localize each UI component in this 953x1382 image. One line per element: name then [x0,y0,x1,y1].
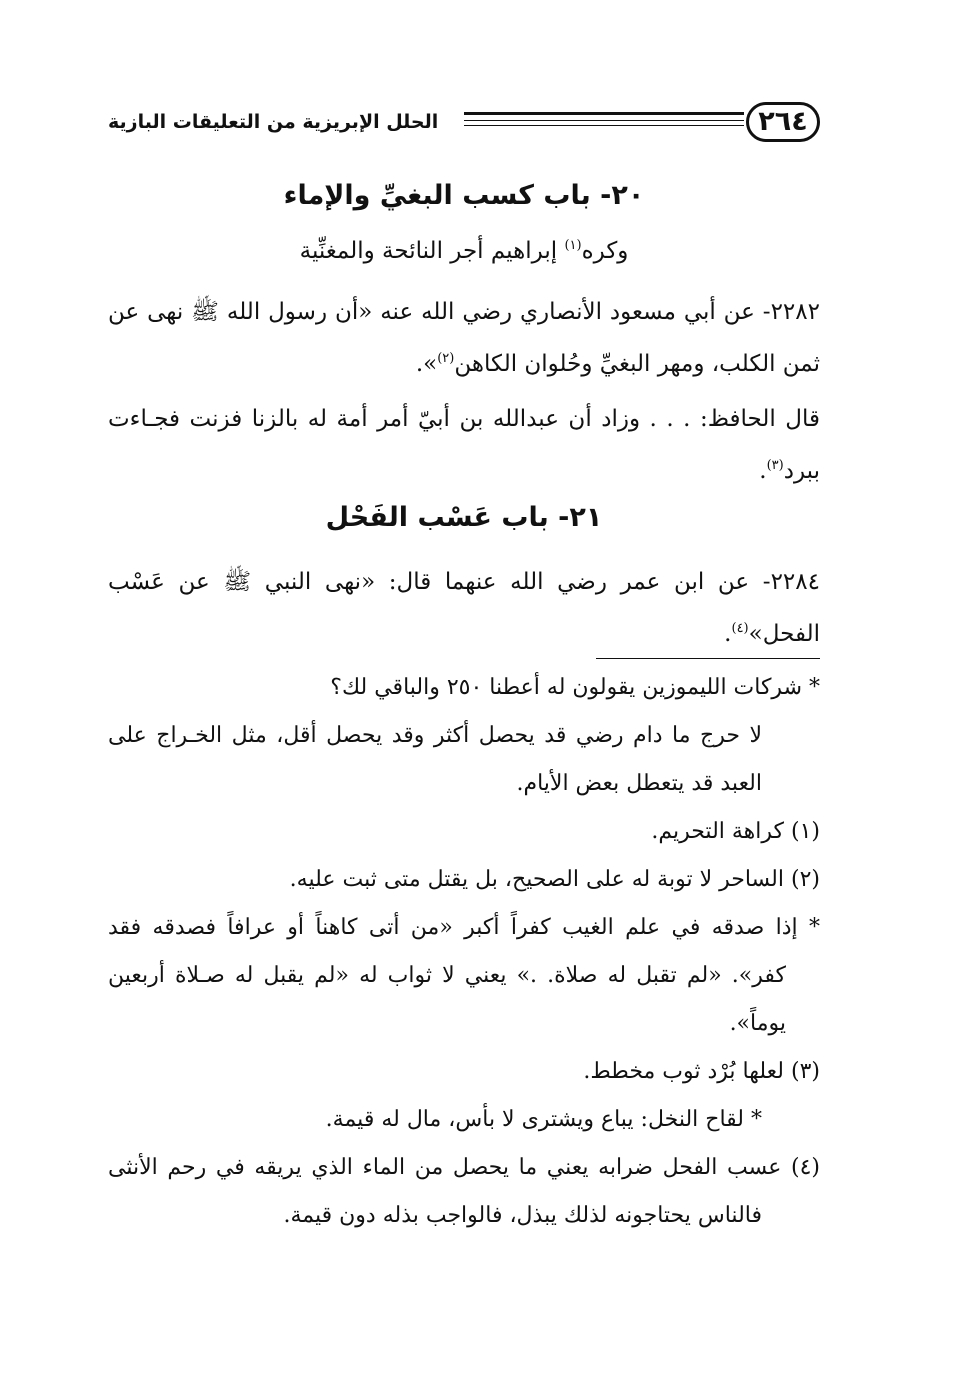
hafiz-comment-end: . [759,458,767,484]
chapter-21-heading: ٢١- باب عَسْب الفَحْل [325,502,603,533]
chapter-20-heading: ٢٠- باب كسب البغيِّ والإماء [283,180,645,211]
hafiz-comment [108,393,820,497]
hadith-2284-end: . [724,621,732,647]
footnotes [108,664,820,1240]
footnote-4: (٤) عسب الفحل ضرابه يعني ما يحصل من الماء الذي يريقه في رحم الأنثى فالناس يحتاجونه لذلك يبذل، فالواجب بذله دون قيمة. [108,1155,820,1228]
footnote-1: (١) كراهة التحريم. [651,819,820,844]
footnote-3-comment: * لقاح النخل: يباع ويشترى لا بأس، مال له قيمة. [325,1107,762,1132]
hafiz-comment-text: قال الحافظ: . . . وزاد أن عبدالله بن أبيّ أمر أمة له بالزنا فزنت فجـاءت ببرد [108,406,820,484]
footnote-2: (٢) الساحر لا توبة له على الصحيح، بل يقتل متى ثبت عليه. [289,867,820,892]
chapter-20-subtitle [108,238,820,264]
footnote-separator [596,658,820,659]
footnote-ref-1: (١) [564,238,582,253]
footnote-question: * شركات الليموزين يقولون له أعطنا ٢٥٠ والباقي لك؟ [330,675,820,700]
hadith-2282 [108,286,820,390]
subtitle-text-end: إبراهيم أجر النائحة والمغنِّية [299,238,565,264]
hadith-2284 [108,556,820,660]
page-number: ٢٦٤ [746,102,820,142]
header-rule-thin [464,125,744,126]
footnote-2-comment: * إذا صدقه في علم الغيب كفراً أكبر «من أتى كاهناً أو عرافاً فصدقه فقد كفر». «لم تقبل له صلاة. .» يعني لا ثواب له «لم يقبل له صـلاة أربعين يوماً». [108,915,820,1036]
footnote-ref-3: (٣) [766,458,784,473]
footnote-3: (٣) لعلها بُرْد ثوب مخطط. [583,1059,820,1084]
subtitle-text-start: وكره [581,238,629,264]
running-header [108,96,820,150]
hadith-2282-text: ٢٢٨٢- عن أبي مسعود الأنصاري رضي الله عنه «أن رسول الله ﷺ نهى عن ثمن الكلب، ومهر البغيِّ وحُلوان الكاهن [108,299,820,377]
hadith-2284-text: ٢٢٨٤- عن ابن عمر رضي الله عنهما قال: «نهى النبي ﷺ عن عَسْب الفحل» [108,569,820,647]
hadith-2282-end: ». [415,351,438,377]
footnote-ref-2: (٢) [437,351,455,366]
footnote-answer: لا حرج ما دام رضي قد يحصل أكثر وقد يحصل أقل، مثل الخـراج على العبد قد يتعطل بعض الأيام. [108,723,762,796]
header-rule [464,112,744,121]
book-title: الحلل الإبريزية من التعليقات البازية [108,111,439,133]
footnote-ref-4: (٤) [731,621,749,636]
